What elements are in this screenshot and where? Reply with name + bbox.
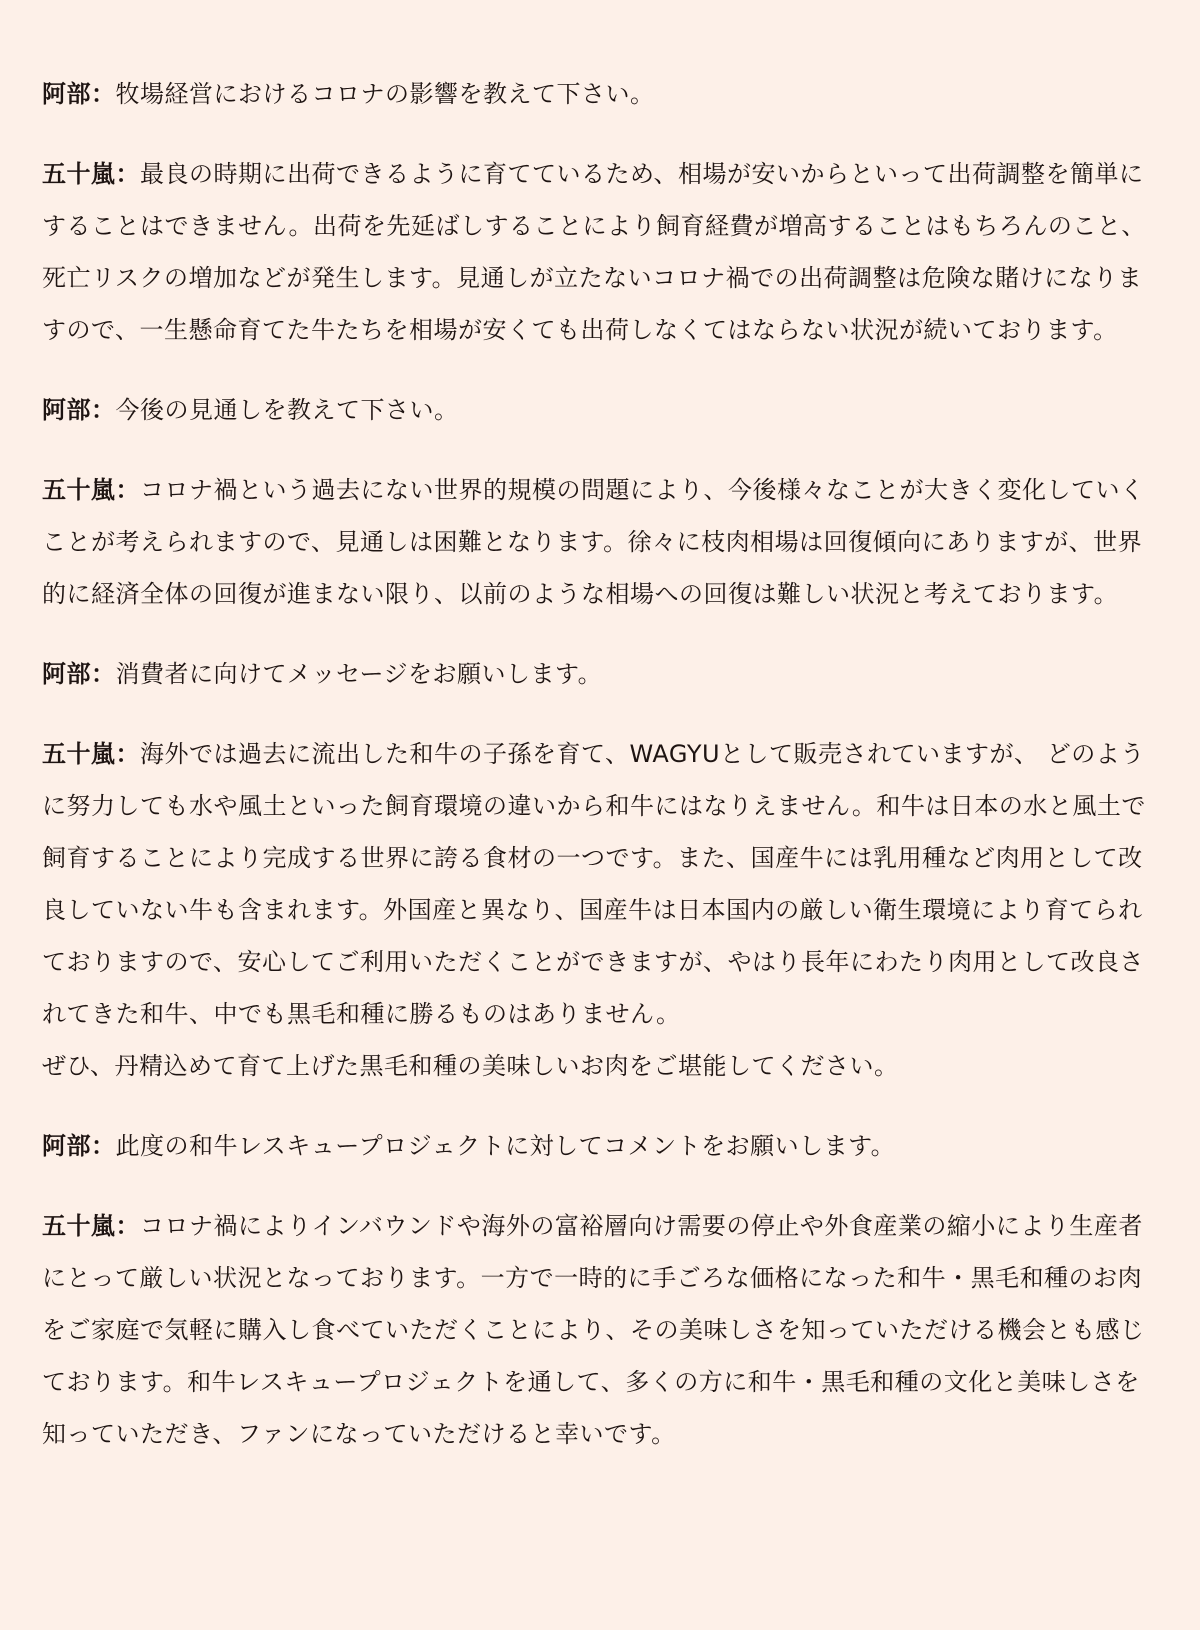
answer-text: 最良の時期に出荷できるように育てているため、相場が安いからといって出荷調整を簡単にすることはできません。出荷を先延ばしすることにより飼育経費が増高することはもちろんのこと、死亡リスクの増加などが発生します。見通しが立たないコロナ禍での出荷調整は危険な賭けになりますので、一生懸命育てた牛たちを相場が安くても出荷しなくてはならない状況が続いております。 bbox=[42, 160, 1146, 344]
answer-closing-line: ぜひ、丹精込めて育て上げた黒毛和種の美味しいお肉をご堪能してください。 bbox=[42, 1052, 899, 1080]
answer-text: コロナ禍によりインバウンドや海外の富裕層向け需要の停止や外食産業の縮小により生産者にとって厳しい状況となっております。一方で一時的に手ごろな価格になった和牛・黒毛和種のお肉をご家庭で気軽に購入し食べていただくことにより、その美味しさを知っていただける機会とも感じております。和牛レスキュープロジェクトを通して、多くの方に和牛・黒毛和種の文化と美味しさを知っていただき、ファンになっていただけると幸いです。 bbox=[42, 1212, 1145, 1448]
question-text: 牧場経営におけるコロナの影響を教えて下さい。 bbox=[115, 80, 655, 108]
answer-text: 海外では過去に流出した和牛の子孫を育て、WAGYUとして販売されていますが、 どのように努力しても水や風土といった飼育環境の違いから和牛にはなりえません。和牛は日本の水と風土で飼育することにより完成する世界に誇る食材の一つです。また、国産牛には乳用種など肉用として改良していない牛も含まれます。外国産と異なり、国産牛は日本国内の厳しい衛生環境により育てられておりますので、安心してご利用いただくことができますが、やはり長年にわたり肉用として改良されてきた和牛、中でも黒毛和種に勝るものはありません。 bbox=[42, 740, 1146, 1028]
speaker-label: 阿部： bbox=[42, 396, 116, 424]
speaker-label: 阿部： bbox=[42, 80, 116, 108]
interview-answer bbox=[42, 728, 1158, 1092]
interview-answer bbox=[42, 148, 1158, 356]
interview-question bbox=[42, 68, 1158, 120]
interview-question bbox=[42, 384, 1158, 436]
interview-question bbox=[42, 1120, 1158, 1172]
answer-text: コロナ禍という過去にない世界的規模の問題により、今後様々なことが大きく変化していくことが考えられますので、見通しは困難となります。徐々に枝肉相場は回復傾向にありますが、世界的に経済全体の回復が進まない限り、以前のような相場への回復は難しい状況と考えております。 bbox=[42, 476, 1145, 608]
interview-answer bbox=[42, 464, 1158, 620]
interview-question bbox=[42, 648, 1158, 700]
speaker-label: 五十嵐： bbox=[42, 160, 140, 188]
speaker-label: 五十嵐： bbox=[42, 1212, 140, 1240]
speaker-label: 阿部： bbox=[42, 660, 116, 688]
question-text: 此度の和牛レスキュープロジェクトに対してコメントをお願いします。 bbox=[115, 1132, 896, 1160]
question-text: 今後の見通しを教えて下さい。 bbox=[115, 396, 459, 424]
interview-answer bbox=[42, 1200, 1158, 1460]
speaker-label: 五十嵐： bbox=[42, 476, 140, 504]
speaker-label: 阿部： bbox=[42, 1132, 116, 1160]
speaker-label: 五十嵐： bbox=[42, 740, 140, 768]
question-text: 消費者に向けてメッセージをお願いします。 bbox=[115, 660, 603, 688]
